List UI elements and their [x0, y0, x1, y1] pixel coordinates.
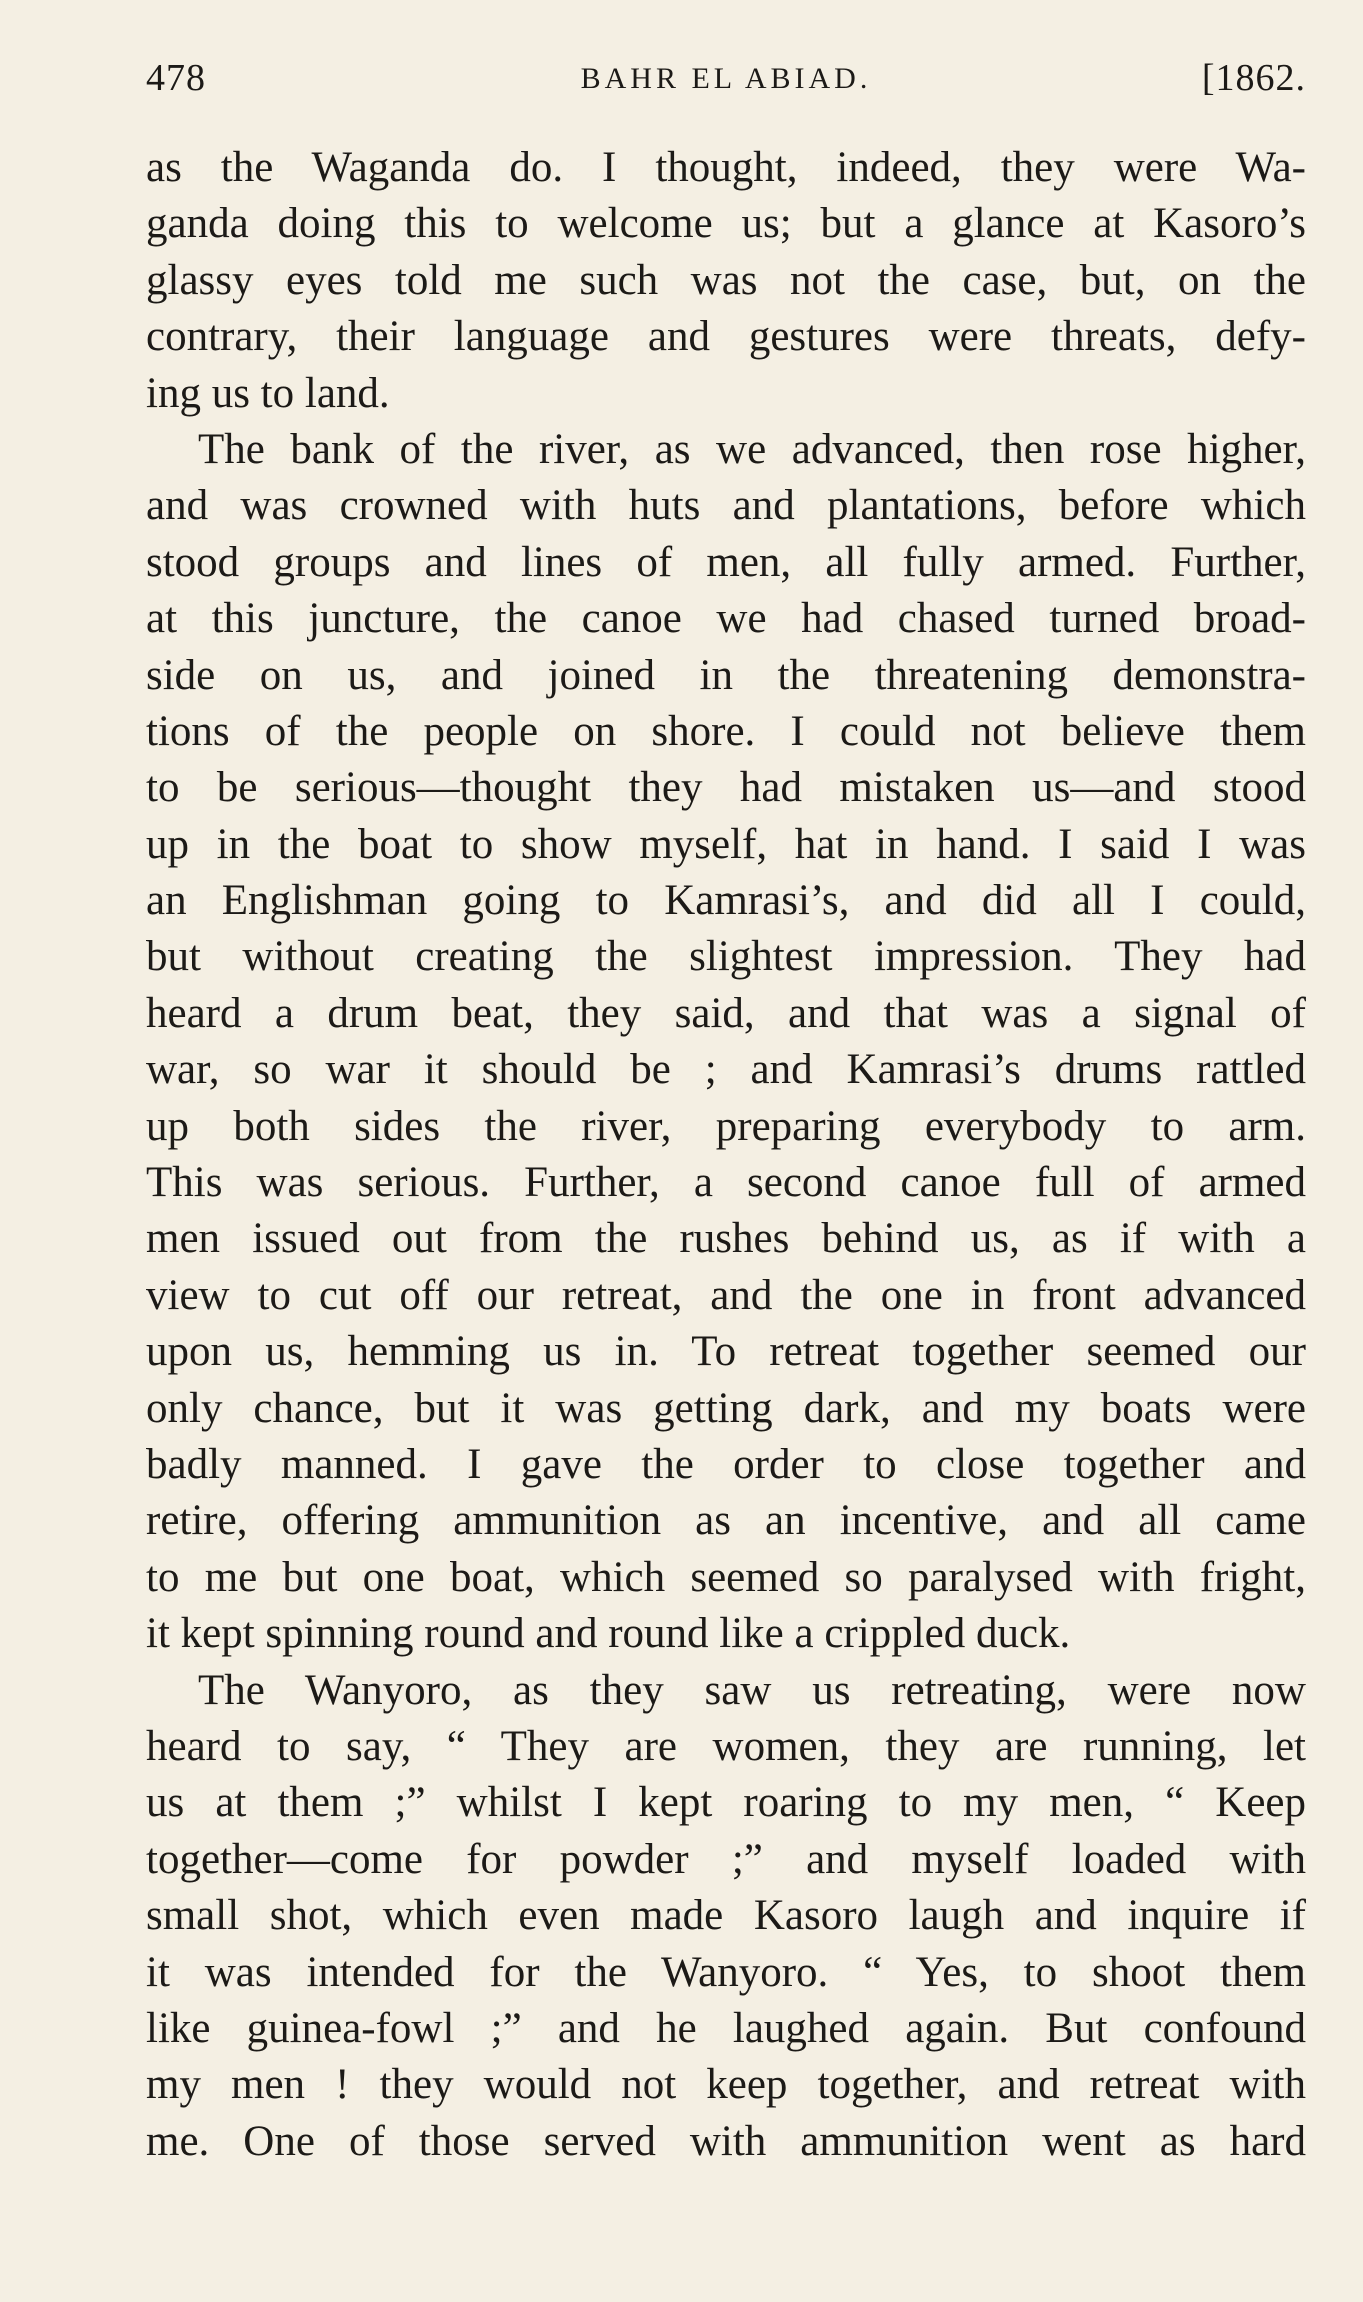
text-line: up in the boat to show myself, hat in hand. I said I was	[146, 820, 1306, 868]
text-line: tions of the people on shore. I could not believe them	[146, 707, 1306, 755]
text-line: only chance, but it was getting dark, and my boats were	[146, 1384, 1306, 1432]
text-line: stood groups and lines of men, all fully armed. Further,	[146, 538, 1306, 586]
text-line: badly manned. I gave the order to close together and	[146, 1440, 1306, 1488]
text-line: but without creating the slightest impression. They had	[146, 933, 1306, 981]
text-line: to me but one boat, which seemed so paralysed with fright,	[146, 1553, 1306, 1601]
running-title: BAHR EL ABIAD.	[580, 62, 872, 95]
text-line: heard to say, “ They are women, they are running, let	[146, 1722, 1306, 1770]
text-line: The bank of the river, as we advanced, then rose higher,	[198, 425, 1306, 473]
text-line: together—come for powder ;” and myself loaded with	[146, 1835, 1306, 1883]
text-line: like guinea-fowl ;” and he laughed again. But confound	[146, 2004, 1306, 2052]
text-line: heard a drum beat, they said, and that was a signal of	[146, 989, 1306, 1037]
text-line: and was crowned with huts and plantations, before which	[146, 482, 1306, 530]
text-line: side on us, and joined in the threatening demonstra-	[146, 651, 1306, 699]
text-line: it was intended for the Wanyoro. “ Yes, to shoot them	[146, 1948, 1306, 1996]
running-head	[146, 56, 1306, 116]
body-text	[146, 140, 1306, 2170]
text-line: small shot, which even made Kasoro laugh and inquire if	[146, 1892, 1306, 1940]
text-line: glassy eyes told me such was not the case, but, on the	[146, 256, 1306, 304]
text-line: war, so war it should be ; and Kamrasi’s drums rattled	[146, 1046, 1306, 1094]
text-line: The Wanyoro, as they saw us retreating, were now	[198, 1666, 1306, 1714]
text-line: ing us to land.	[146, 369, 390, 417]
text-line: to be serious—thought they had mistaken us—and stood	[146, 764, 1306, 812]
running-year: [1862.	[1201, 57, 1306, 99]
text-line: This was serious. Further, a second canoe full of armed	[146, 1159, 1306, 1207]
text-line: me. One of those served with ammunition went as hard	[146, 2117, 1306, 2165]
text-line: up both sides the river, preparing everybody to arm.	[146, 1102, 1306, 1150]
text-line: us at them ;” whilst I kept roaring to my men, “ Keep	[146, 1779, 1306, 1827]
text-line: my men ! they would not keep together, and retreat with	[146, 2061, 1306, 2109]
text-line: as the Waganda do. I thought, indeed, they were Wa-	[146, 144, 1306, 191]
text-line: an Englishman going to Kamrasi’s, and did all I could,	[146, 877, 1306, 925]
text-line: contrary, their language and gestures were threats, defy-	[146, 313, 1306, 361]
text-line: retire, offering ammunition as an incentive, and all came	[146, 1497, 1306, 1545]
text-line: view to cut off our retreat, and the one in front advanced	[146, 1271, 1306, 1319]
text-line: men issued out from the rushes behind us, as if with a	[146, 1215, 1306, 1263]
page-number: 478	[146, 57, 206, 99]
text-line: ganda doing this to welcome us; but a glance at Kasoro’s	[146, 200, 1306, 248]
text-line: upon us, hemming us in. To retreat together seemed our	[146, 1328, 1306, 1376]
text-line: it kept spinning round and round like a crippled duck.	[146, 1610, 1071, 1658]
text-line: at this juncture, the canoe we had chased turned broad-	[146, 595, 1306, 643]
